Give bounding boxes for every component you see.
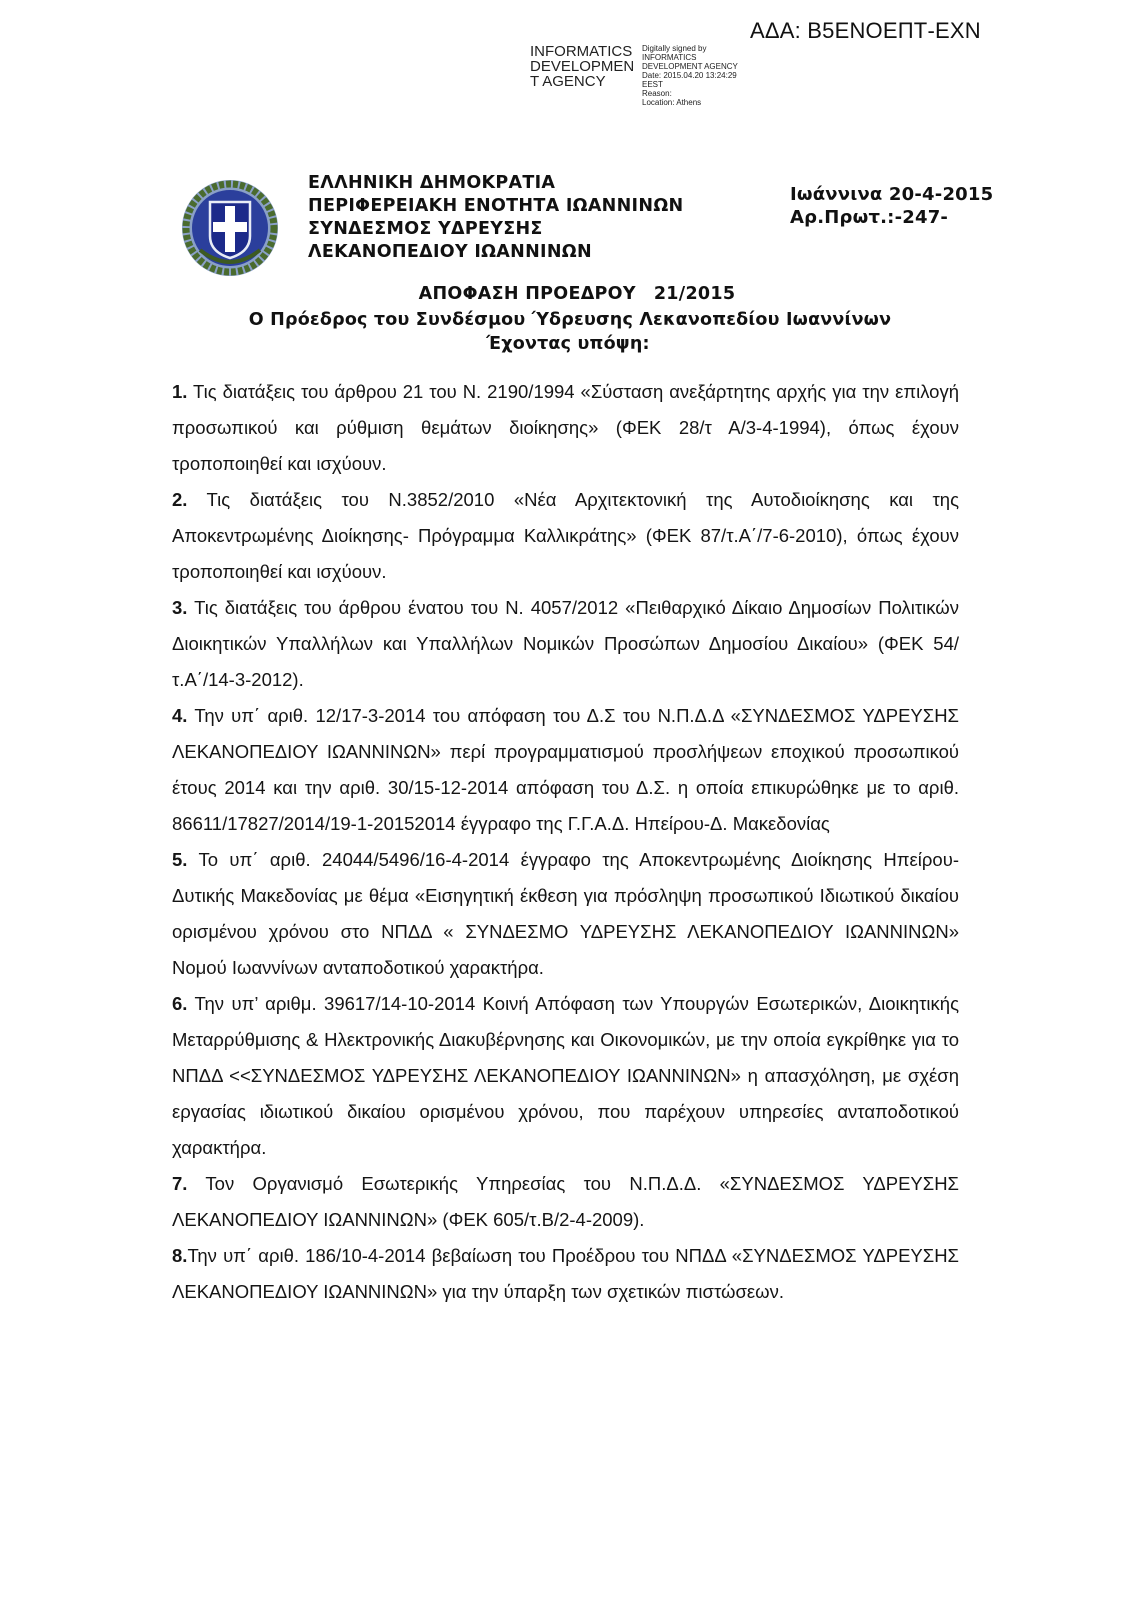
item-text: Την υπ΄ αριθ. 12/17-3-2014 του απόφαση του Δ.Σ του Ν.Π.Δ.Δ «ΣΥΝΔΕΣΜΟΣ ΥΔΡΕΥΣΗΣ ΛΕΚΑΝΟΠΕΔΙΟΥ ΙΩΑΝΝΙΝΩΝ» περί προγραμματισμού προσλήψεων εποχικού προσωπικού έτους 2014 και την αριθ. 30/15-12-2014 απόφαση του Δ.Σ. η οποία επικυρώθηκε με το αριθ. 86611/17827/2014/19-1-20152014 έγγραφο της Γ.Γ.Α.Δ. Ηπείρου-Δ. Μακεδονίας: [172, 705, 959, 834]
signature-detail-line: Location: Athens: [642, 98, 702, 107]
item-text: Τις διατάξεις του άρθρου ένατου του Ν. 4057/2012 «Πειθαρχικό Δίκαιο Δημοσίων Πολιτικών Διοικητικών Υπαλλήλων και Υπαλλήλων Νομικών Προσώπων Δημοσίου Δικαίου» (ΦΕΚ 54/τ.Α΄/14-3-2012).: [172, 597, 959, 690]
signature-agency-line: T AGENCY: [530, 73, 606, 90]
header-line: ΣΥΝΔΕΣΜΟΣ ΥΔΡΕΥΣΗΣ: [308, 219, 543, 239]
president-line: Ο Πρόεδρος του Συνδέσμου Ύδρευσης Λεκανοπεδίου Ιωαννίνων: [248, 310, 892, 330]
document-date: Ιωάννινα 20-4-2015: [790, 184, 994, 205]
signature-detail-line: EEST: [642, 80, 663, 89]
item-text: Το υπ΄ αριθ. 24044/5496/16-4-2014 έγγραφο της Αποκεντρωμένης Διοίκησης Ηπείρου-Δυτικής Μακεδονίας με θέμα «Εισηγητική έκθεση για πρόσληψη προσωπικού Ιδιωτικού δικαίου ορισμένου χρόνου στο ΝΠΔΔ « ΣΥΝΔΕΣΜΟ ΥΔΡΕΥΣΗΣ ΛΕΚΑΝΟΠΕΔΙΟΥ ΙΩΑΝΝΙΝΩΝ» Νομού Ιωαννίνων ανταποδοτικού χαρακτήρα.: [172, 849, 959, 978]
ada-code: ΑΔΑ: Β5ΕΝΟΕΠΤ-ΕΧΝ: [750, 18, 981, 43]
item-number: 4.: [172, 705, 188, 726]
item-number: 6.: [172, 993, 188, 1014]
item-number: 8.: [172, 1245, 188, 1266]
item-text: Την υπ΄ αριθ. 186/10-4-2014 βεβαίωση του Προέδρου του ΝΠΔΔ «ΣΥΝΔΕΣΜΟΣ ΥΔΡΕΥΣΗΣ ΛΕΚΑΝΟΠΕΔΙΟΥ ΙΩΑΝΝΙΝΩΝ» για την ύπαρξη των σχετικών πιστώσεων.: [172, 1245, 959, 1302]
consideration-item: [172, 842, 959, 986]
decision-title: [0, 284, 1130, 304]
item-number: 1.: [172, 381, 188, 402]
header-line: ΕΛΛΗΝΙΚΗ ΔΗΜΟΚΡΑΤΙΑ: [308, 173, 556, 193]
date-protocol-block: [790, 183, 993, 229]
greek-coat-of-arms-icon: [180, 178, 280, 278]
signature-detail-line: Reason:: [642, 89, 672, 98]
consideration-item: [172, 1166, 959, 1238]
item-text: Την υπ’ αριθμ. 39617/14-10-2014 Κοινή Απόφαση των Υπουργών Εσωτερικών, Διοικητικής Μεταρρύθμισης & Ηλεκτρονικής Διακυβέρνησης και Οικονομικών, με την οποία εγκρίθηκε για το ΝΠΔΔ <<ΣΥΝΔΕΣΜΟΣ ΥΔΡΕΥΣΗΣ ΛΕΚΑΝΟΠΕΔΙΟΥ ΙΩΑΝΝΙΝΩΝ» η απασχόληση, με σχέση εργασίας ιδιωτικού δικαίου ορισμένου χρόνου, που παρέχουν υπηρεσίες ανταποδοτικού χαρακτήρα.: [172, 993, 959, 1158]
consideration-item: [172, 1238, 959, 1310]
consideration-item: [172, 698, 959, 842]
header-line: ΛΕΚΑΝΟΠΕΔΙΟΥ ΙΩΑΝΝΙΝΩΝ: [308, 242, 592, 262]
considerations-list: [172, 374, 959, 1310]
digital-signature-details: [642, 44, 738, 107]
consideration-item: [172, 374, 959, 482]
item-text: Τις διατάξεις του Ν.3852/2010 «Νέα Αρχιτεκτονική της Αυτοδιοίκησης και της Αποκεντρωμένης Διοίκησης- Πρόγραμμα Καλλικράτης» (ΦΕΚ 87/τ.Α΄/7-6-2010), όπως έχουν τροποποιηθεί και ισχύουν.: [172, 489, 959, 582]
issuer-header: [308, 172, 683, 264]
digital-signature-agency: [530, 44, 640, 89]
signature-agency-line: DEVELOPMEN: [530, 58, 635, 75]
item-text: Τις διατάξεις του άρθρου 21 του Ν. 2190/1994 «Σύσταση ανεξάρτητης αρχής για την επιλογή προσωπικού και ρύθμιση θεμάτων διοίκησης» (ΦΕΚ 28/τ Α/3-4-1994), όπως έχουν τροποποιηθεί και ισχύουν.: [172, 381, 959, 474]
item-number: 3.: [172, 597, 188, 618]
item-number: 7.: [172, 1173, 188, 1194]
protocol-number: Αρ.Πρωτ.:-247-: [790, 207, 949, 228]
item-number: 5.: [172, 849, 188, 870]
item-text: Τον Οργανισμό Εσωτερικής Υπηρεσίας του Ν.Π.Δ.Δ. «ΣΥΝΔΕΣΜΟΣ ΥΔΡΕΥΣΗΣ ΛΕΚΑΝΟΠΕΔΙΟΥ ΙΩΑΝΝΙΝΩΝ» (ΦΕΚ 605/τ.Β/2-4-2009).: [172, 1173, 959, 1230]
signature-detail-line: INFORMATICS: [642, 53, 697, 62]
signature-detail-line: Date: 2015.04.20 13:24:29: [642, 71, 737, 80]
signature-detail-line: DEVELOPMENT AGENCY: [642, 62, 738, 71]
consideration-item: [172, 482, 959, 590]
consideration-item: [172, 590, 959, 698]
signature-agency-line: INFORMATICS: [530, 43, 633, 60]
considering-heading: Έχοντας υπόψη:: [486, 334, 650, 354]
decision-label: ΑΠΟΦΑΣΗ ΠΡΟΕΔΡΟΥ: [418, 284, 636, 304]
header-line: ΠΕΡΙΦΕΡΕΙΑΚΗ ΕΝΟΤΗΤΑ ΙΩΑΝΝΙΝΩΝ: [308, 196, 684, 216]
decision-number: 21/2015: [653, 284, 736, 304]
consideration-item: [172, 986, 959, 1166]
signature-detail-line: Digitally signed by: [642, 44, 707, 53]
item-number: 2.: [172, 489, 188, 510]
